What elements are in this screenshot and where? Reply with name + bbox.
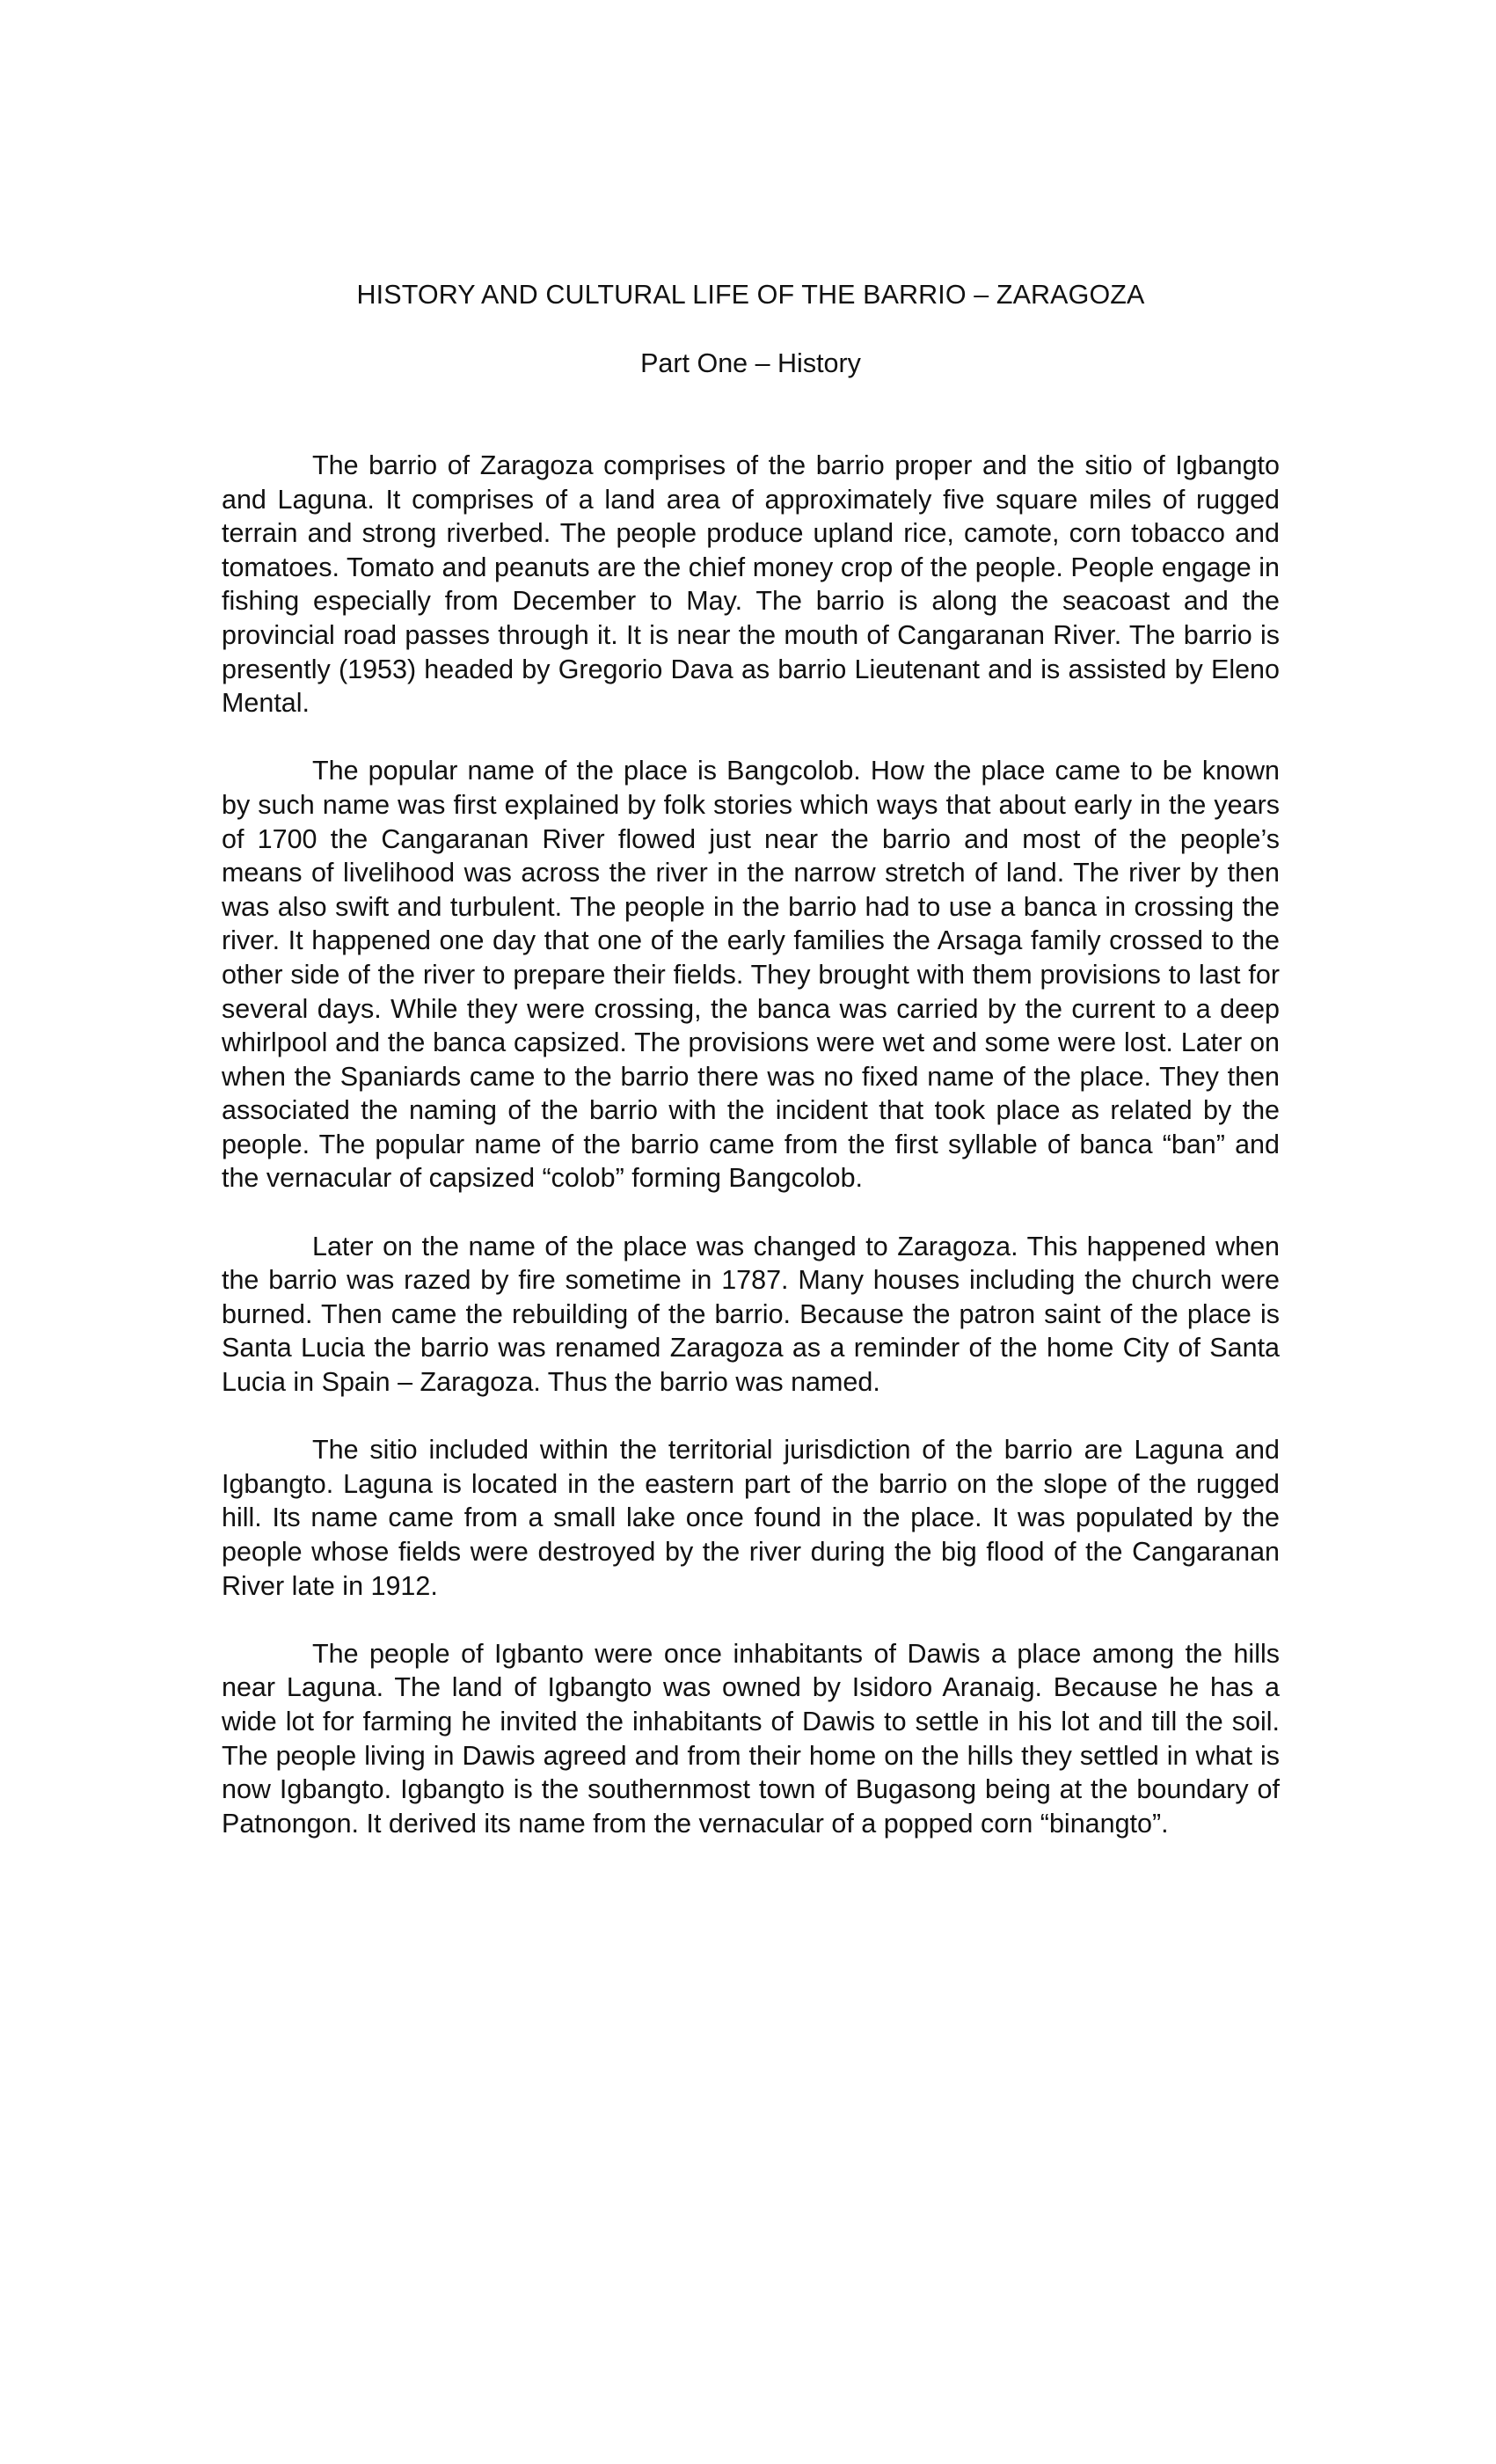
paragraph-5: The people of Igbanto were once inhabitants of Dawis a place among the hills near Laguna. The land of Igbangto was owned by Isidoro Aranaig. Because he has a wide lot for farming he invited the inhabitants of Dawis to settle in his lot and till the soil. The people living in Dawis agreed and from their home on the hills they settled in what is now Igbangto. Igbangto is the southernmost town of Bugasong being at the boundary of Patnongon. It derived its name from the vernacular of a popped corn “binangto”. [222, 1638, 1280, 1839]
document-content [222, 278, 1280, 1875]
paragraph-2: The popular name of the place is Bangcolob. How the place came to be known by such name was first explained by folk stories which ways that about early in the years of 1700 the Cangaranan River flowed just near the barrio and most of the people’s means of livelihood was across the river in the narrow stretch of land. The river by then was also swift and turbulent. The people in the barrio had to use a banca in crossing the river. It happened one day that one of the early families the Arsaga family crossed to the other side of the river to prepare their fields. They brought with them provisions to last for several days. While they were crossing, the banca was carried by the current to a deep whirlpool and the banca capsized. The provisions were wet and some were lost. Later on when the Spaniards came to the barrio there was no fixed name of the place. They then associated the naming of the barrio with the incident that took place as related by the people. The popular name of the barrio came from the first syllable of banca “ban” and the vernacular of capsized “colob” forming Bangcolob. [222, 756, 1280, 1194]
document-subtitle: Part One – History [640, 348, 861, 378]
document-body [222, 449, 1280, 1840]
paragraph-1: The barrio of Zaragoza comprises of the barrio proper and the sitio of Igbangto and Laguna. It comprises of a land area of approximately five square miles of rugged terrain and strong riverbed. The people produce upland rice, camote, corn tobacco and tomatoes. Tomato and peanuts are the chief money crop of the people. People engage in fishing especially from December to May. The barrio is along the seacoast and the provincial road passes through it. It is near the mouth of Cangaranan River. The barrio is presently (1953) headed by Gregorio Dava as barrio Lieutenant and is assisted by Eleno Mental. [222, 450, 1280, 719]
paragraph-3: Later on the name of the place was changed to Zaragoza. This happened when the barrio was razed by fire sometime in 1787. Many houses including the church were burned. Then came the rebuilding of the barrio. Because the patron saint of the place is Santa Lucia the barrio was renamed Zaragoza as a reminder of the home City of Santa Lucia in Spain – Zaragoza. Thus the barrio was named. [222, 1231, 1280, 1398]
paragraph-4: The sitio included within the territorial jurisdiction of the barrio are Laguna and Igbangto. Laguna is located in the eastern part of the barrio on the slope of the rugged hill. Its name came from a small lake once found in the place. It was populated by the people whose fields were destroyed by the river during the big flood of the Cangaranan River late in 1912. [222, 1435, 1280, 1601]
document-title: HISTORY AND CULTURAL LIFE OF THE BARRIO – ZARAGOZA [356, 280, 1145, 310]
